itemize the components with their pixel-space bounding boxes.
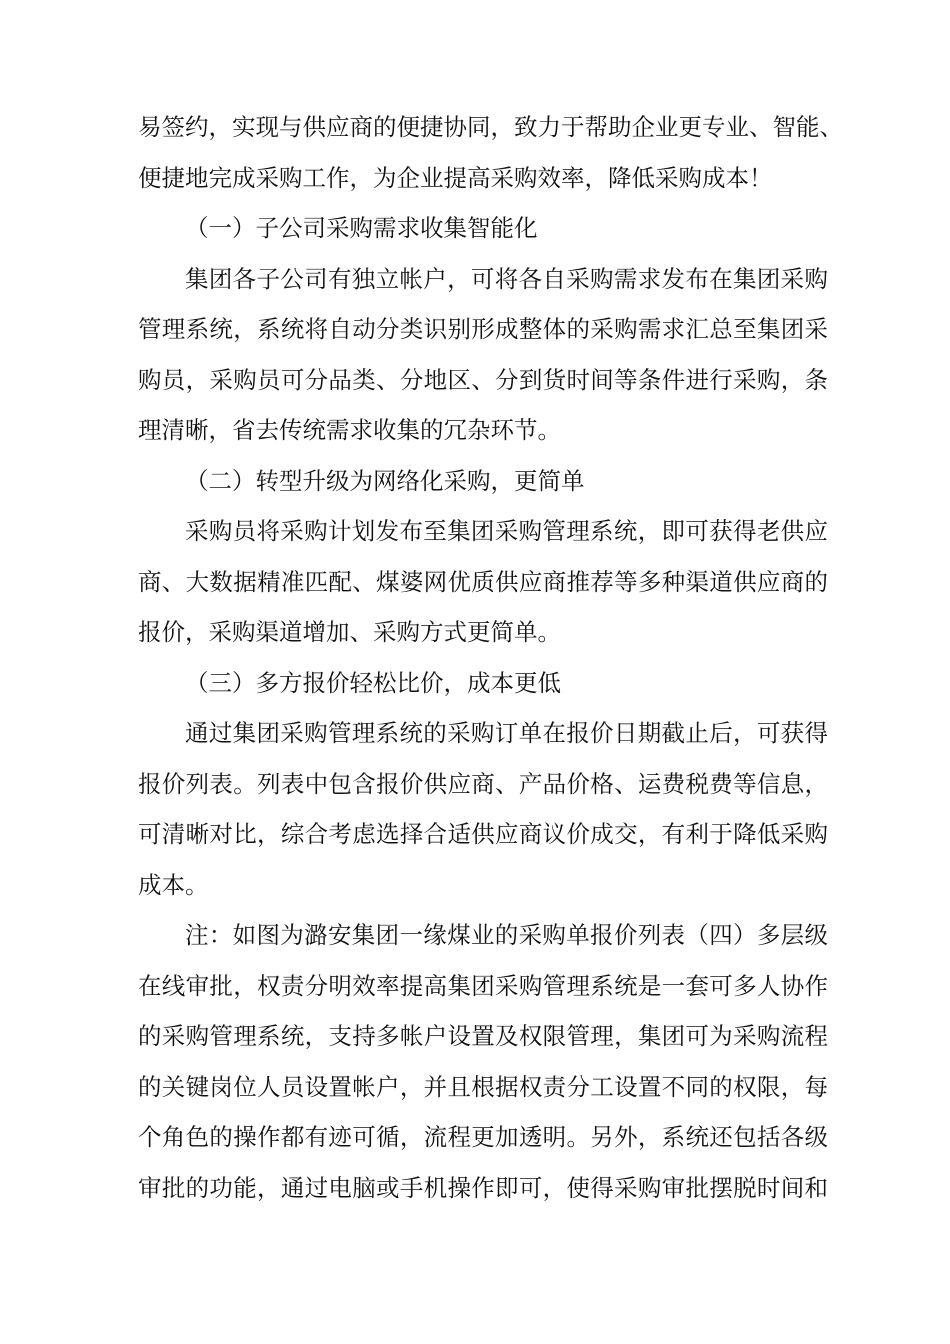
- section-heading: （三）多方报价轻松比价，成本更低: [185, 668, 561, 697]
- paragraph-line: 在线审批，权责分明效率提高集团采购管理系统是一套可多人协作: [138, 971, 828, 1000]
- paragraph-line: 报价，采购渠道增加、采购方式更简单。: [138, 618, 561, 646]
- paragraph-line: 可清晰对比，综合考虑选择合适供应商议价成交，有利于降低采购: [138, 820, 828, 848]
- paragraph-line: 集团各子公司有独立帐户，可将各自采购需求发布在集团采购: [185, 264, 828, 293]
- paragraph-line: 的关键岗位人员设置帐户，并且根据权责分工设置不同的权限，每: [138, 1072, 828, 1101]
- paragraph-line: 采购员将采购计划发布至集团采购管理系统，即可获得老供应: [185, 517, 828, 545]
- section-heading: （一）子公司采购需求收集智能化: [185, 214, 538, 242]
- paragraph-line: 审批的功能，通过电脑或手机操作即可，使得采购审批摆脱时间和: [138, 1173, 828, 1202]
- paragraph-line: 通过集团采购管理系统的采购订单在报价日期截止后，可获得: [185, 719, 828, 747]
- paragraph-line: 商、大数据精准匹配、煤婆网优质供应商推荐等多种渠道供应商的: [138, 567, 828, 596]
- section-heading: （二）转型升级为网络化采购，更简单: [185, 466, 585, 495]
- paragraph-line: 注：如图为潞安集团一缘煤业的采购单报价列表（四）多层级: [185, 921, 828, 949]
- document-body: [138, 102, 843, 1213]
- paragraph-line: 成本。: [138, 870, 209, 899]
- paragraph-line: 购员，采购员可分品类、分地区、分到货时间等条件进行采购，条: [138, 365, 828, 394]
- paragraph-line: 易签约，实现与供应商的便捷协同，致力于帮助企业更专业、智能、: [138, 113, 843, 141]
- paragraph-line: 的采购管理系统，支持多帐户设置及权限管理，集团可为采购流程: [138, 1022, 828, 1050]
- paragraph-line: 个角色的操作都有迹可循，流程更加透明。另外，系统还包括各级: [138, 1123, 828, 1151]
- paragraph-line: 便捷地完成采购工作，为企业提高采购效率，降低采购成本！: [138, 163, 773, 192]
- paragraph-line: 报价列表。列表中包含报价供应商、产品价格、运费税费等信息，: [138, 769, 828, 798]
- paragraph-line: 管理系统，系统将自动分类识别形成整体的采购需求汇总至集团采: [138, 315, 828, 343]
- paragraph-line: 理清晰，省去传统需求收集的冗杂环节。: [138, 416, 561, 444]
